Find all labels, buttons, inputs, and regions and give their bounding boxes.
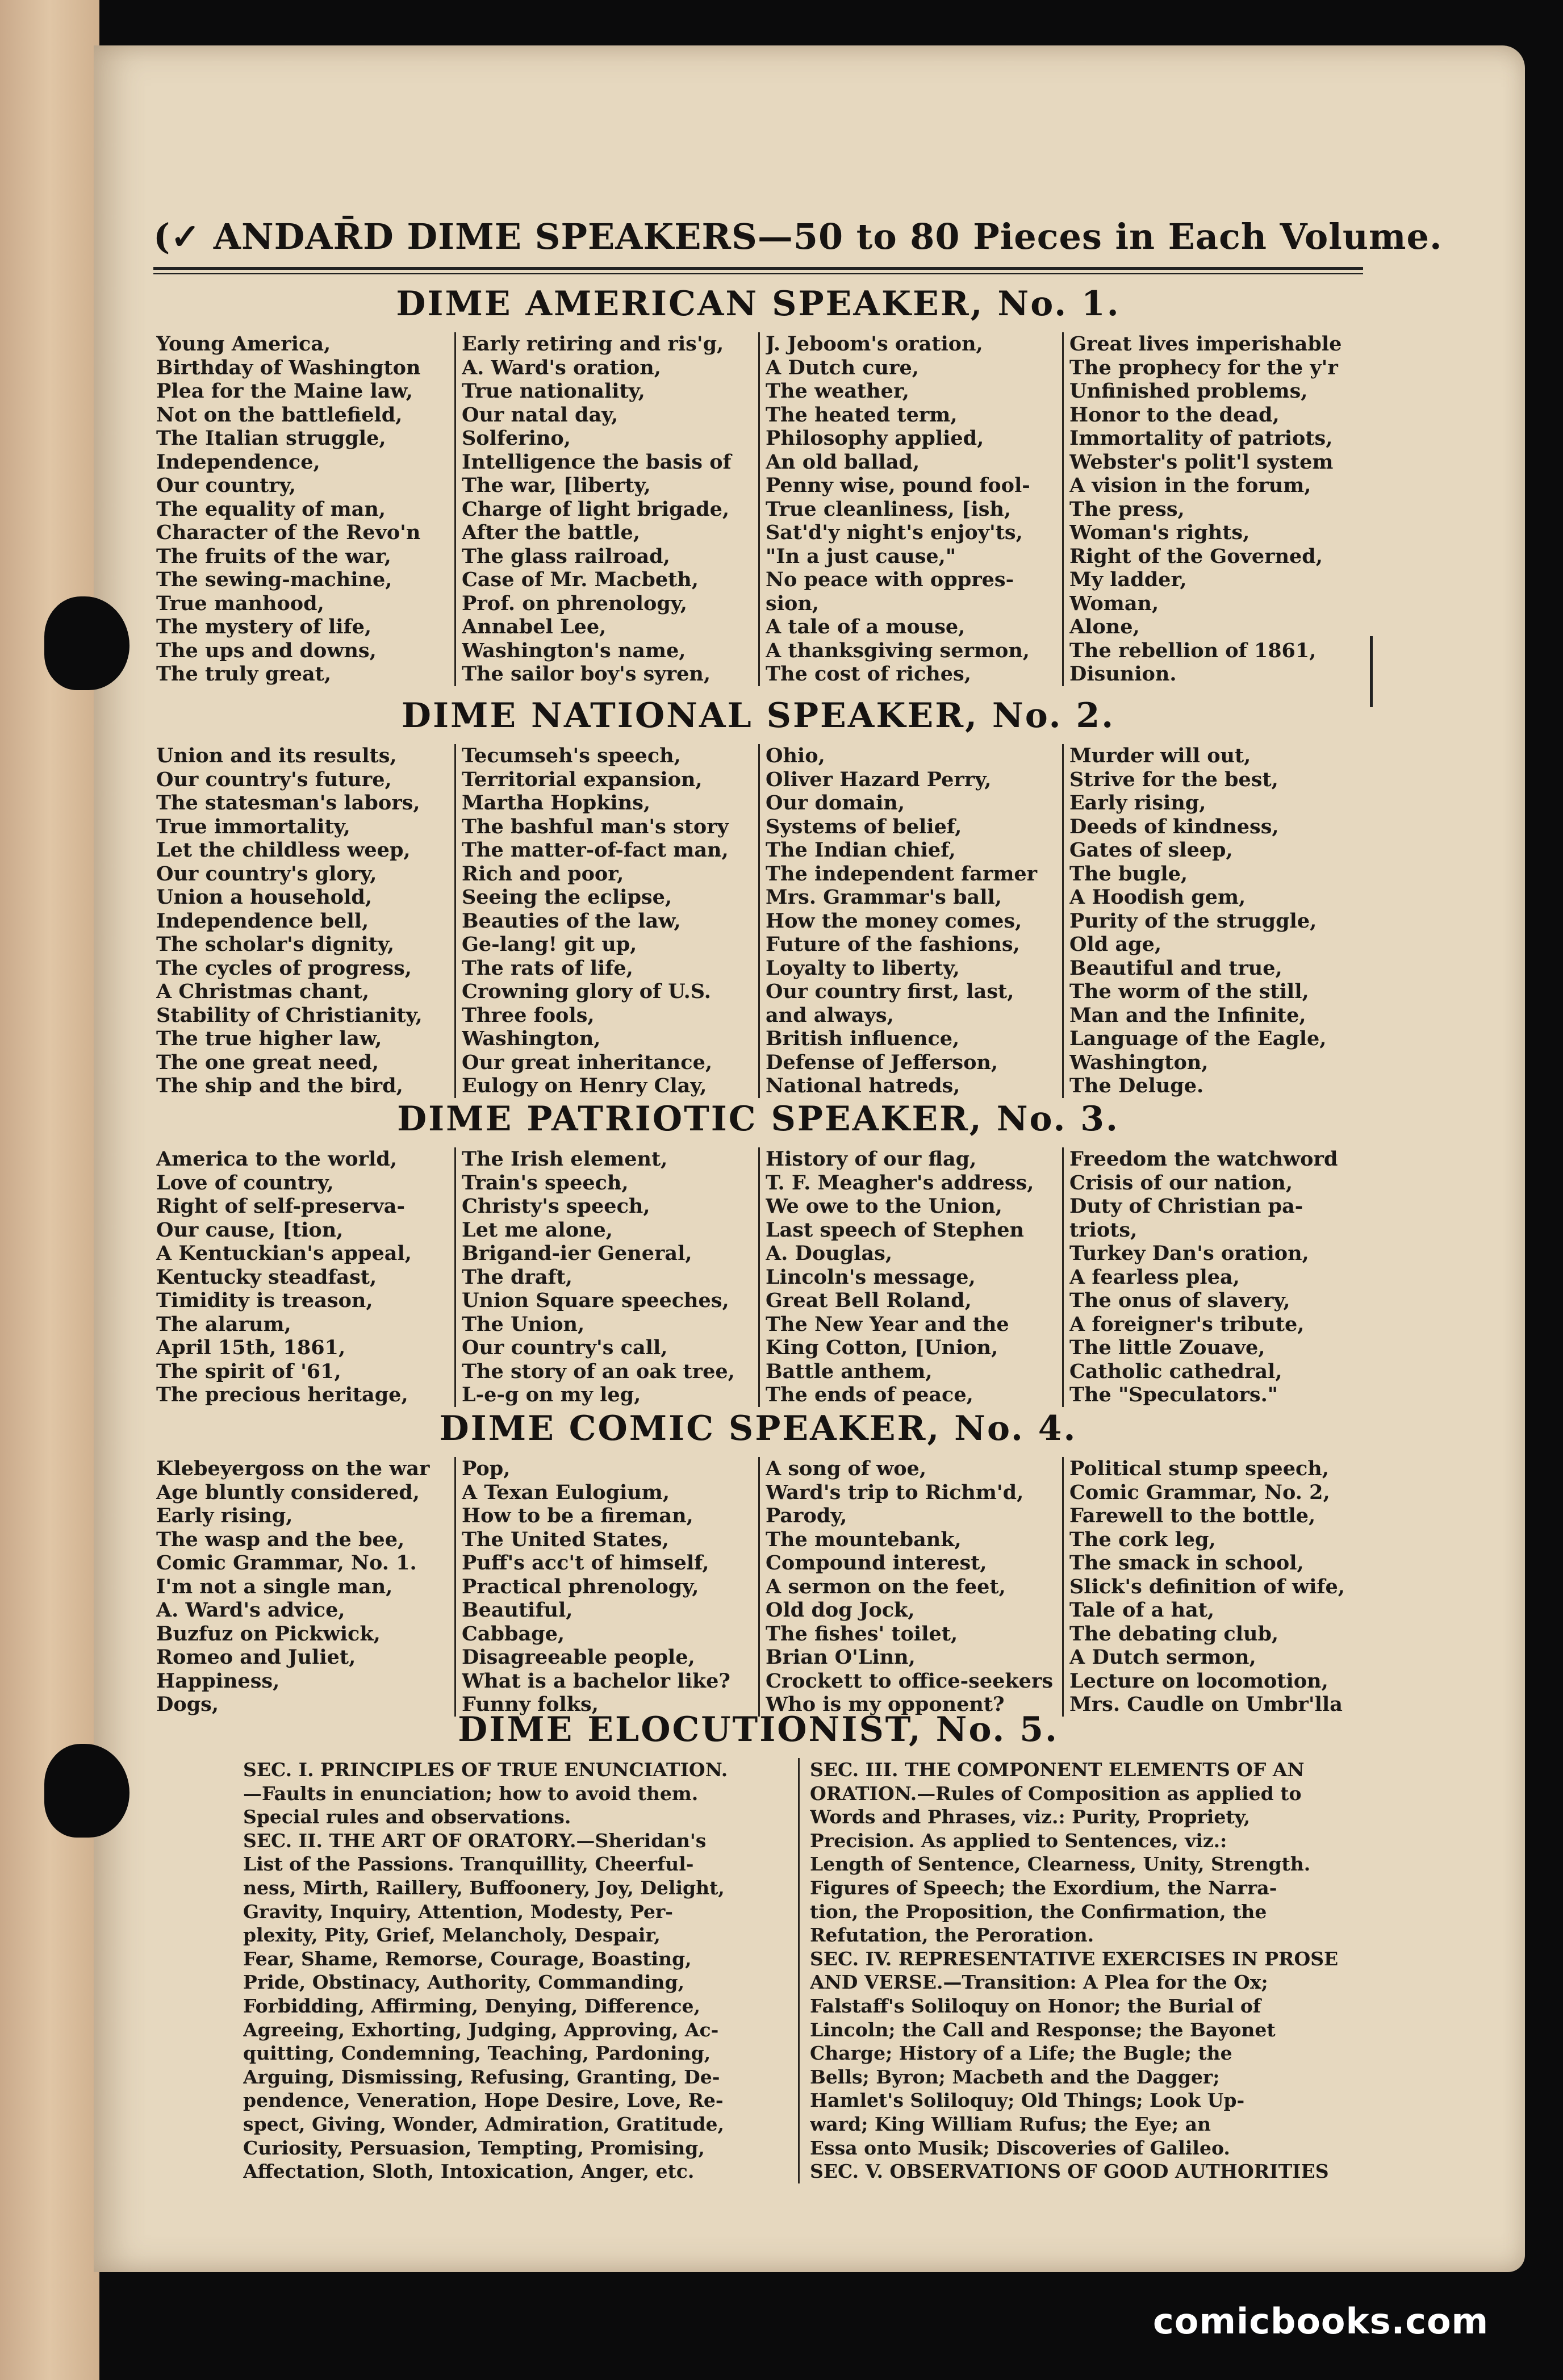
speech-title: The glass railroad,	[462, 544, 670, 568]
speech-title: Systems of belief,	[766, 815, 962, 838]
section-column	[758, 744, 1062, 1098]
speech-title: Birthday of Washington	[156, 356, 421, 379]
speech-title: A foreigner's tribute,	[1069, 1312, 1305, 1336]
elocutionist-line: quitting, Condemning, Teaching, Pardoning,	[243, 2042, 711, 2065]
speech-title: The story of an oak tree,	[462, 1359, 735, 1383]
speech-title: Union and its results,	[156, 744, 397, 767]
speech-title: My ladder,	[1069, 568, 1187, 591]
section-title-patriotic-speaker: DIME PATRIOTIC SPEAKER, No. 3.	[397, 1099, 1119, 1139]
speech-title: The mountebank,	[766, 1527, 962, 1551]
elocutionist-line: Essa onto Musik; Discoveries of Galileo.	[810, 2136, 1230, 2159]
speech-title: Our country's future,	[156, 767, 392, 791]
speech-title: A tale of a mouse,	[766, 615, 966, 638]
speech-title: A Dutch cure,	[766, 356, 919, 379]
speech-title: Alone,	[1069, 615, 1140, 638]
speech-title: The rats of life,	[462, 956, 633, 980]
speech-title: Cabbage,	[462, 1622, 565, 1646]
speech-title: Oliver Hazard Perry,	[766, 767, 992, 791]
speech-title: L-e-g on my leg,	[462, 1383, 641, 1406]
speech-title: Seeing the eclipse,	[462, 886, 672, 909]
speech-title: Last speech of Stephen	[766, 1218, 1024, 1242]
speech-title: Brigand-ier General,	[462, 1242, 692, 1265]
speech-title: Comic Grammar, No. 1.	[156, 1551, 417, 1575]
speech-title: Crisis of our nation,	[1069, 1171, 1293, 1195]
speech-title: Deeds of kindness,	[1069, 815, 1279, 838]
speech-title: Tale of a hat,	[1069, 1598, 1215, 1622]
speech-title: The debating club,	[1069, 1622, 1279, 1646]
section-title-elocutionist: DIME ELOCUTIONIST, No. 5.	[458, 1710, 1059, 1749]
speech-title: The alarum,	[156, 1312, 291, 1336]
speech-title: The scholar's dignity,	[156, 933, 395, 956]
speech-title: Love of country,	[156, 1171, 334, 1195]
elocutionist-line: AND VERSE.—Transition: A Plea for the Ox;	[810, 1971, 1268, 1994]
speech-title: Political stump speech,	[1069, 1457, 1329, 1480]
speech-title: Right of self-preserva-	[156, 1195, 405, 1218]
section-column	[1062, 332, 1366, 686]
speech-title: The worm of the still,	[1069, 980, 1309, 1003]
speech-title: Crockett to office-seekers	[766, 1669, 1054, 1693]
speech-title: The mystery of life,	[156, 615, 372, 638]
speech-title: A sermon on the feet,	[766, 1575, 1006, 1598]
speech-title: The equality of man,	[156, 497, 386, 521]
speech-title: America to the world,	[156, 1147, 397, 1171]
speech-title: The smack in school,	[1069, 1551, 1304, 1575]
speech-title: Martha Hopkins,	[462, 791, 651, 815]
speech-title: A Hoodish gem,	[1069, 886, 1246, 909]
elocutionist-line: Fear, Shame, Remorse, Courage, Boasting,	[243, 1947, 692, 1970]
elocutionist-right-column	[798, 1758, 1363, 2183]
speech-title: Let me alone,	[462, 1218, 613, 1242]
section-grid-national-speaker	[151, 744, 1366, 1098]
speech-title: "In a just cause,"	[766, 544, 956, 568]
speech-title: The rebellion of 1861,	[1069, 638, 1317, 662]
speech-title: Beautiful,	[462, 1598, 573, 1622]
speech-title: Parody,	[766, 1504, 847, 1527]
section-column	[151, 332, 454, 686]
speech-title: Brian O'Linn,	[766, 1646, 916, 1669]
speech-title: The cycles of progress,	[156, 956, 412, 980]
elocutionist-line: Precision. As applied to Sentences, viz.:	[810, 1829, 1227, 1852]
speech-title: triots,	[1069, 1218, 1138, 1242]
speech-title: The onus of slavery,	[1069, 1289, 1290, 1312]
speech-title: Three fools,	[462, 1003, 595, 1027]
speech-title: Woman,	[1069, 591, 1159, 615]
speech-title: Kentucky steadfast,	[156, 1265, 377, 1289]
section-title-comic-speaker: DIME COMIC SPEAKER, No. 4.	[439, 1409, 1077, 1448]
elocutionist-contents	[233, 1758, 1363, 2183]
speech-title: The Union,	[462, 1312, 585, 1336]
speech-title: Freedom the watchword	[1069, 1147, 1338, 1171]
elocutionist-line: Length of Sentence, Clearness, Unity, Strength.	[810, 1853, 1311, 1876]
speech-title: Klebeyergoss on the war	[156, 1457, 430, 1480]
elocutionist-line: Lincoln; the Call and Response; the Bayonet	[810, 2018, 1276, 2041]
elocutionist-line: SEC. IV. REPRESENTATIVE EXERCISES IN PROSE	[810, 1947, 1339, 1970]
elocutionist-line: Affectation, Sloth, Intoxication, Anger, etc.	[243, 2160, 695, 2183]
speech-title: Ward's trip to Richm'd,	[766, 1480, 1024, 1504]
speech-title: National hatreds,	[766, 1074, 960, 1097]
section-grid-patriotic-speaker	[151, 1147, 1366, 1407]
speech-title: Our great inheritance,	[462, 1050, 713, 1074]
speech-title: sion,	[766, 591, 819, 615]
section-column	[454, 744, 758, 1098]
speech-title: A Kentuckian's appeal,	[156, 1242, 412, 1265]
speech-title: Beautiful and true,	[1069, 956, 1282, 980]
margin-mark	[1370, 636, 1373, 707]
speech-title: The United States,	[462, 1527, 669, 1551]
section-column	[151, 1147, 454, 1407]
speech-title: Romeo and Juliet,	[156, 1646, 356, 1669]
elocutionist-line: Gravity, Inquiry, Attention, Modesty, Per-	[243, 1900, 674, 1923]
speech-title: Man and the Infinite,	[1069, 1003, 1306, 1027]
speech-title: Prof. on phrenology,	[462, 591, 687, 615]
speech-title: Battle anthem,	[766, 1359, 933, 1383]
speech-title: J. Jeboom's oration,	[766, 332, 983, 356]
speech-title: The independent farmer	[766, 862, 1038, 886]
speech-title: The fruits of the war,	[156, 544, 391, 568]
elocutionist-line: ness, Mirth, Raillery, Buffoonery, Joy, Delight,	[243, 1876, 725, 1899]
section-grid-american-speaker	[151, 332, 1366, 686]
speech-title: The bashful man's story	[462, 815, 729, 838]
speech-title: Territorial expansion,	[462, 767, 703, 791]
speech-title: Character of the Revo'n	[156, 521, 421, 544]
speech-title: Old age,	[1069, 933, 1162, 956]
speech-title: The Irish element,	[462, 1147, 668, 1171]
speech-title: Puff's acc't of himself,	[462, 1551, 709, 1575]
elocutionist-line: List of the Passions. Tranquillity, Cheerful-	[243, 1853, 694, 1876]
speech-title: Crowning glory of U.S.	[462, 980, 711, 1003]
speech-title: Our country,	[156, 474, 296, 497]
speech-title: Independence bell,	[156, 909, 369, 933]
elocutionist-line: Figures of Speech; the Exordium, the Narra-	[810, 1876, 1277, 1899]
speech-title: A fearless plea,	[1069, 1265, 1240, 1289]
speech-title: The spirit of '61,	[156, 1359, 341, 1383]
speech-title: Early rising,	[156, 1504, 293, 1527]
page-header: (✓ ANDAR̄D DIME SPEAKERS—50 to 80 Pieces in Each Volume.	[153, 216, 1443, 257]
speech-title: The ship and the bird,	[156, 1074, 403, 1097]
speech-title: Pop,	[462, 1457, 511, 1480]
speech-title: Early rising,	[1069, 791, 1206, 815]
speech-title: Early retiring and ris'g,	[462, 332, 724, 356]
speech-title: Purity of the struggle,	[1069, 909, 1317, 933]
speech-title: The Deluge.	[1069, 1074, 1204, 1097]
speech-title: Strive for the best,	[1069, 767, 1278, 791]
elocutionist-line: tion, the Proposition, the Confirmation, the	[810, 1900, 1267, 1923]
speech-title: Happiness,	[156, 1669, 280, 1693]
elocutionist-line: SEC. III. THE COMPONENT ELEMENTS OF AN	[810, 1759, 1305, 1781]
elocutionist-line: spect, Giving, Wonder, Admiration, Gratitude,	[243, 2112, 725, 2135]
speech-title: T. F. Meagher's address,	[766, 1171, 1034, 1195]
speech-title: Mrs. Grammar's ball,	[766, 886, 1002, 909]
speech-title: Christy's speech,	[462, 1195, 650, 1218]
speech-title: The press,	[1069, 497, 1185, 521]
speech-title: True cleanliness, [ish,	[766, 497, 1012, 521]
speech-title: Honor to the dead,	[1069, 403, 1280, 427]
speech-title: Mrs. Caudle on Umbr'lla	[1069, 1693, 1343, 1716]
section-title-national-speaker: DIME NATIONAL SPEAKER, No. 2.	[401, 696, 1115, 736]
speech-title: No peace with oppres-	[766, 568, 1014, 591]
elocutionist-line: Words and Phrases, viz.: Purity, Propriety,	[810, 1806, 1251, 1828]
speech-title: Immortality of patriots,	[1069, 427, 1333, 450]
speech-title: We owe to the Union,	[766, 1195, 1002, 1218]
speech-title: How the money comes,	[766, 909, 1022, 933]
speech-title: A. Douglas,	[766, 1242, 893, 1265]
speech-title: The true higher law,	[156, 1027, 382, 1050]
speech-title: A vision in the forum,	[1069, 474, 1311, 497]
speech-title: Disagreeable people,	[462, 1646, 695, 1669]
speech-title: Charge of light brigade,	[462, 497, 730, 521]
speech-title: Duty of Christian pa-	[1069, 1195, 1303, 1218]
speech-title: Gates of sleep,	[1069, 838, 1233, 862]
section-title-american-speaker: DIME AMERICAN SPEAKER, No. 1.	[396, 284, 1121, 324]
speech-title: The wasp and the bee,	[156, 1527, 405, 1551]
speech-title: The ends of peace,	[766, 1383, 973, 1406]
elocutionist-line: ORATION.—Rules of Composition as applied to	[810, 1782, 1302, 1805]
speech-title: A thanksgiving sermon,	[766, 638, 1030, 662]
header-rule	[153, 267, 1363, 274]
section-column	[151, 744, 454, 1098]
speech-title: The prophecy for the y'r	[1069, 356, 1338, 379]
speech-title: Sat'd'y night's enjoy'ts,	[766, 521, 1023, 544]
elocutionist-line: Special rules and observations.	[243, 1806, 571, 1828]
speech-title: A Dutch sermon,	[1069, 1646, 1256, 1669]
speech-title: Defense of Jefferson,	[766, 1050, 998, 1074]
speech-title: Rich and poor,	[462, 862, 624, 886]
elocutionist-line: Forbidding, Affirming, Denying, Difference,	[243, 1994, 701, 2017]
speech-title: Farewell to the bottle,	[1069, 1504, 1316, 1527]
elocutionist-line: Curiosity, Persuasion, Tempting, Promising,	[243, 2136, 705, 2159]
speech-title: Webster's polit'l system	[1069, 450, 1334, 474]
speech-title: Plea for the Maine law,	[156, 379, 413, 403]
speech-title: The New Year and the	[766, 1312, 1009, 1336]
speech-title: Washington,	[462, 1027, 601, 1050]
speech-title: Our domain,	[766, 791, 905, 815]
speech-title: The "Speculators."	[1069, 1383, 1278, 1406]
speech-title: Comic Grammar, No. 2,	[1069, 1480, 1330, 1504]
section-column	[1062, 1457, 1366, 1717]
speech-title: The sailor boy's syren,	[462, 662, 711, 686]
elocutionist-line: Refutation, the Peroration.	[810, 1924, 1094, 1947]
speech-title: History of our flag,	[766, 1147, 977, 1171]
speech-title: April 15th, 1861,	[156, 1336, 346, 1359]
speech-title: I'm not a single man,	[156, 1575, 393, 1598]
speech-title: Beauties of the law,	[462, 909, 681, 933]
elocutionist-line: Falstaff's Soliloquy on Honor; the Burial of	[810, 1994, 1261, 2017]
speech-title: True immortality,	[156, 815, 350, 838]
speech-title: Ge-lang! git up,	[462, 933, 637, 956]
speech-title: and always,	[766, 1003, 894, 1027]
speech-title: The draft,	[462, 1265, 572, 1289]
speech-title: What is a bachelor like?	[462, 1669, 730, 1693]
speech-title: Buzfuz on Pickwick,	[156, 1622, 381, 1646]
speech-title: Disunion.	[1069, 662, 1177, 686]
speech-title: Lecture on locomotion,	[1069, 1669, 1328, 1693]
speech-title: A. Ward's oration,	[462, 356, 661, 379]
speech-title: Language of the Eagle,	[1069, 1027, 1327, 1050]
speech-title: Slick's definition of wife,	[1069, 1575, 1345, 1598]
speech-title: Compound interest,	[766, 1551, 987, 1575]
speech-title: How to be a fireman,	[462, 1504, 693, 1527]
section-column	[454, 1147, 758, 1407]
section-column	[758, 1147, 1062, 1407]
speech-title: The cork leg,	[1069, 1527, 1216, 1551]
section-column	[758, 332, 1062, 686]
speech-title: Independence,	[156, 450, 320, 474]
speech-title: Practical phrenology,	[462, 1575, 699, 1598]
speech-title: Great Bell Roland,	[766, 1289, 972, 1312]
speech-title: True manhood,	[156, 591, 324, 615]
elocutionist-line: Hamlet's Soliloquy; Old Things; Look Up-	[810, 2089, 1245, 2112]
speech-title: True nationality,	[462, 379, 645, 403]
section-column	[454, 332, 758, 686]
section-column	[1062, 1147, 1366, 1407]
speech-title: The matter-of-fact man,	[462, 838, 729, 862]
speech-title: Union Square speeches,	[462, 1289, 729, 1312]
speech-title: A. Ward's advice,	[156, 1598, 345, 1622]
speech-title: Our country first, last,	[766, 980, 1014, 1003]
speech-title: Great lives imperishable	[1069, 332, 1342, 356]
speech-title: The bugle,	[1069, 862, 1188, 886]
watermark: comicbooks.com	[1153, 2300, 1489, 2342]
elocutionist-line: —Faults in enunciation; how to avoid them.	[243, 1782, 699, 1805]
speech-title: Lincoln's message,	[766, 1265, 976, 1289]
speech-title: Our cause, [tion,	[156, 1218, 344, 1242]
speech-title: Penny wise, pound fool-	[766, 474, 1030, 497]
speech-title: Tecumseh's speech,	[462, 744, 681, 767]
speech-title: Right of the Governed,	[1069, 544, 1323, 568]
speech-title: Murder will out,	[1069, 744, 1251, 767]
speech-title: Washington's name,	[462, 638, 686, 662]
speech-title: The cost of riches,	[766, 662, 971, 686]
speech-title: Solferino,	[462, 427, 571, 450]
speech-title: A Christmas chant,	[156, 980, 370, 1003]
speech-title: Annabel Lee,	[462, 615, 607, 638]
speech-title: An old ballad,	[766, 450, 920, 474]
speech-title: Future of the fashions,	[766, 933, 1020, 956]
speech-title: A Texan Eulogium,	[462, 1480, 670, 1504]
speech-title: Train's speech,	[462, 1171, 629, 1195]
speech-title: Dogs,	[156, 1693, 219, 1716]
speech-title: Our natal day,	[462, 403, 618, 427]
speech-title: Unfinished problems,	[1069, 379, 1308, 403]
speech-title: Old dog Jock,	[766, 1598, 915, 1622]
elocutionist-left-column	[233, 1758, 798, 2183]
section-column	[1062, 744, 1366, 1098]
speech-title: Eulogy on Henry Clay,	[462, 1074, 707, 1097]
speech-title: Catholic cathedral,	[1069, 1359, 1282, 1383]
speech-title: Washington,	[1069, 1050, 1209, 1074]
elocutionist-line: SEC. I. PRINCIPLES OF TRUE ENUNCIATION.	[243, 1759, 728, 1781]
speech-title: Who is my opponent?	[766, 1693, 1005, 1716]
speech-title: The sewing-machine,	[156, 568, 392, 591]
speech-title: Not on the battlefield,	[156, 403, 403, 427]
speech-title: Woman's rights,	[1069, 521, 1250, 544]
elocutionist-line: Arguing, Dismissing, Refusing, Granting, De-	[243, 2065, 720, 2088]
speech-title: The heated term,	[766, 403, 958, 427]
speech-title: Intelligence the basis of	[462, 450, 732, 474]
speech-title: Our country's call,	[462, 1336, 668, 1359]
elocutionist-line: Pride, Obstinacy, Authority, Commanding,	[243, 1971, 685, 1994]
speech-title: Union a household,	[156, 886, 373, 909]
speech-title: Timidity is treason,	[156, 1289, 373, 1312]
speech-title: British influence,	[766, 1027, 960, 1050]
elocutionist-line: Bells; Byron; Macbeth and the Dagger;	[810, 2065, 1220, 2088]
speech-title: After the battle,	[462, 521, 640, 544]
section-grid-comic-speaker	[151, 1457, 1366, 1717]
speech-title: Young America,	[156, 332, 331, 356]
speech-title: The statesman's labors,	[156, 791, 420, 815]
speech-title: Loyalty to liberty,	[766, 956, 960, 980]
speech-title: Turkey Dan's oration,	[1069, 1242, 1309, 1265]
speech-title: Funny folks,	[462, 1693, 599, 1716]
speech-title: Ohio,	[766, 744, 825, 767]
section-column	[758, 1457, 1062, 1717]
speech-title: Stability of Christianity,	[156, 1003, 423, 1027]
speech-title: A song of woe,	[766, 1457, 927, 1480]
elocutionist-line: Charge; History of a Life; the Bugle; the	[810, 2042, 1232, 2065]
elocutionist-line: plexity, Pity, Grief, Melancholy, Despair,	[243, 1924, 661, 1947]
speech-title: The one great need,	[156, 1050, 379, 1074]
speech-title: The fishes' toilet,	[766, 1622, 958, 1646]
elocutionist-line: pendence, Veneration, Hope Desire, Love, Re-	[243, 2089, 724, 2112]
speech-title: The precious heritage,	[156, 1383, 408, 1406]
speech-title: The Indian chief,	[766, 838, 956, 862]
elocutionist-line: SEC. II. THE ART OF ORATORY.—Sheridan's	[243, 1829, 707, 1852]
speech-title: Age bluntly considered,	[156, 1480, 420, 1504]
speech-title: Let the childless weep,	[156, 838, 411, 862]
section-column	[454, 1457, 758, 1717]
speech-title: The little Zouave,	[1069, 1336, 1265, 1359]
elocutionist-line: ward; King William Rufus; the Eye; an	[810, 2112, 1211, 2135]
speech-title: The war, [liberty,	[462, 474, 651, 497]
elocutionist-line: Agreeing, Exhorting, Judging, Approving, Ac-	[243, 2018, 719, 2041]
speech-title: The truly great,	[156, 662, 332, 686]
speech-title: Case of Mr. Macbeth,	[462, 568, 699, 591]
elocutionist-line: SEC. V. OBSERVATIONS OF GOOD AUTHORITIES	[810, 2160, 1329, 2183]
speech-title: The ups and downs,	[156, 638, 377, 662]
speech-title: Our country's glory,	[156, 862, 377, 886]
speech-title: King Cotton, [Union,	[766, 1336, 998, 1359]
speech-title: The weather,	[766, 379, 909, 403]
section-column	[151, 1457, 454, 1717]
speech-title: The Italian struggle,	[156, 427, 386, 450]
speech-title: Philosophy applied,	[766, 427, 984, 450]
book-spine	[0, 0, 99, 2380]
